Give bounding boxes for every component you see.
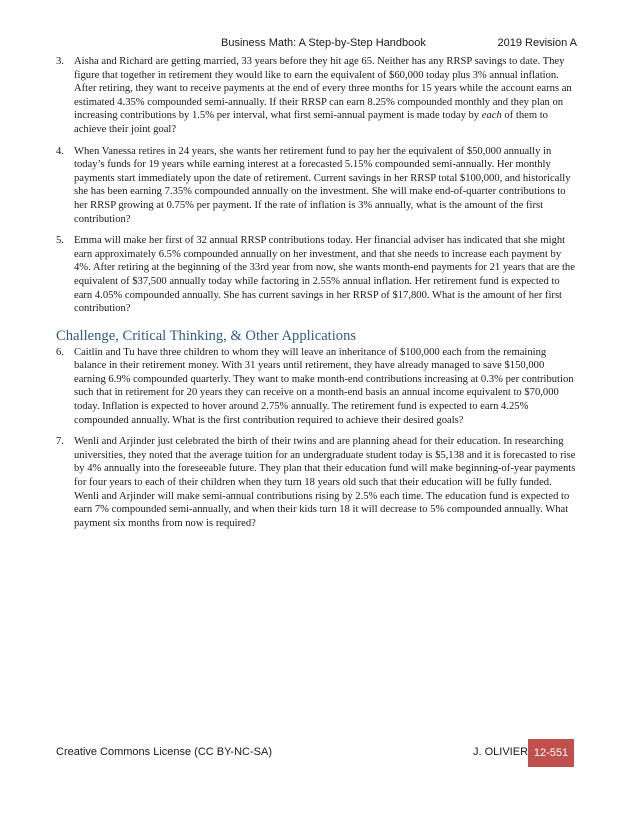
problem-emphasis: each	[481, 110, 502, 122]
problem-6	[56, 346, 576, 428]
problem-number: 7.	[56, 436, 64, 448]
problem-number: 4.	[56, 145, 64, 157]
problem-number: 5.	[56, 235, 64, 247]
problem-text: When Vanessa retires in 24 years, she wants her retirement fund to pay her the equivalent of $50,000 annually in today’s funds for 19 years while earning interest at a forecasted 5.15% compounded semi-annually. Her monthly payments start immediately upon the date of retirement. Current savings in her RRSP total $100,000, and historically she has been earning 7.35% compounded annually on the investment. She will make end-of-quarter contributions to her RRSP growing at 0.75% per payment. If the rate of inflation is 3% annually, what is the amount of the first contribution?	[74, 145, 571, 225]
page-number-badge: 12-551	[528, 739, 574, 767]
problem-text: Caitlin and Tu have three children to whom they will leave an inheritance of $100,000 each from the remaining balance in their retirement money. With 31 years until retirement, they have already managed to save $150,000 earning 6.9% compounded quarterly. They want to make month-end contributions increasing at 0.3% per contribution such that in retirement for 20 years they can receive on a month-end basis an annual income equivalent to $70,000 today. Inflation is expected to hover around 2.75% annually. The retirement fund is expected to earn 4.25% compounded annually. What is the first contribution required to achieve their desired goals?	[74, 346, 574, 426]
license-text: Creative Commons License (CC BY-NC-SA)	[56, 746, 272, 758]
problem-text: Emma will make her first of 32 annual RRSP contributions today. Her financial adviser has indicated that she might earn approximately 6.5% compounded annually on her investment, and that she needs to increase each payment by 4%. After retiring at the beginning of the 33rd year from now, she wants month-end payments for 21 years that are the equivalent of $37,500 annually today while factoring in 2.55% annual inflation. Her retirement fund is expected to earn 4.05% compounded annually. She has current savings in her RRSP of $17,800. What is the amount of her first contribution?	[74, 235, 575, 315]
problem-list	[56, 55, 576, 316]
section-heading: Challenge, Critical Thinking, & Other Applications	[56, 327, 357, 344]
page-header	[0, 37, 630, 53]
problem-text-end: of them to achieve their joint goal?	[74, 110, 548, 135]
page-footer	[0, 739, 630, 767]
problem-number: 3.	[56, 56, 64, 67]
challenge-problem-list	[56, 346, 576, 531]
problem-4	[56, 145, 576, 227]
problem-5	[56, 234, 576, 316]
problem-text: Aisha and Richard are getting married, 33 years before they hit age 65. Neither has any RRSP savings to date. They figure that together in retirement they would like to earn the equivalent of $60,000 today plus 3% annual inflation. After retiring, they want to receive payments at the end of every three months for 15 years while the account earns an estimated 4.35% compounded semi-annually. If their RRSP can earn 8.25% compounded monthly and they plan on increasing contributions by 1.5% per interval, what first semi-annual payment is made today by	[74, 56, 572, 122]
author-name: J. OLIVIER	[473, 746, 529, 758]
problem-text: Wenli and Arjinder just celebrated the birth of their twins and are planning ahead for their education. In researching universities, they noted that the average tuition for an undergraduate student today is $5,138 and it is forecasted to rise by 4% annually into the foreseeable future. They plan that their education fund will make beginning-of-year payments for four years to each of their children when they turn 18 years old such that their education will be fully funded. Wenli and Arjinder will make semi-annual contributions rising by 2.5% each time. The education fund is expected to earn 7% compounded semi-annually, and when their kids turn 18 it will decrease to 5% compounded annually. What payment six months from now is required?	[74, 436, 576, 529]
revision-label: 2019 Revision A	[497, 37, 577, 49]
problem-7	[56, 435, 576, 530]
book-title: Business Math: A Step-by-Step Handbook	[221, 37, 426, 49]
problem-3	[56, 55, 576, 137]
problem-number: 6.	[56, 346, 64, 358]
page-content	[56, 55, 576, 530]
